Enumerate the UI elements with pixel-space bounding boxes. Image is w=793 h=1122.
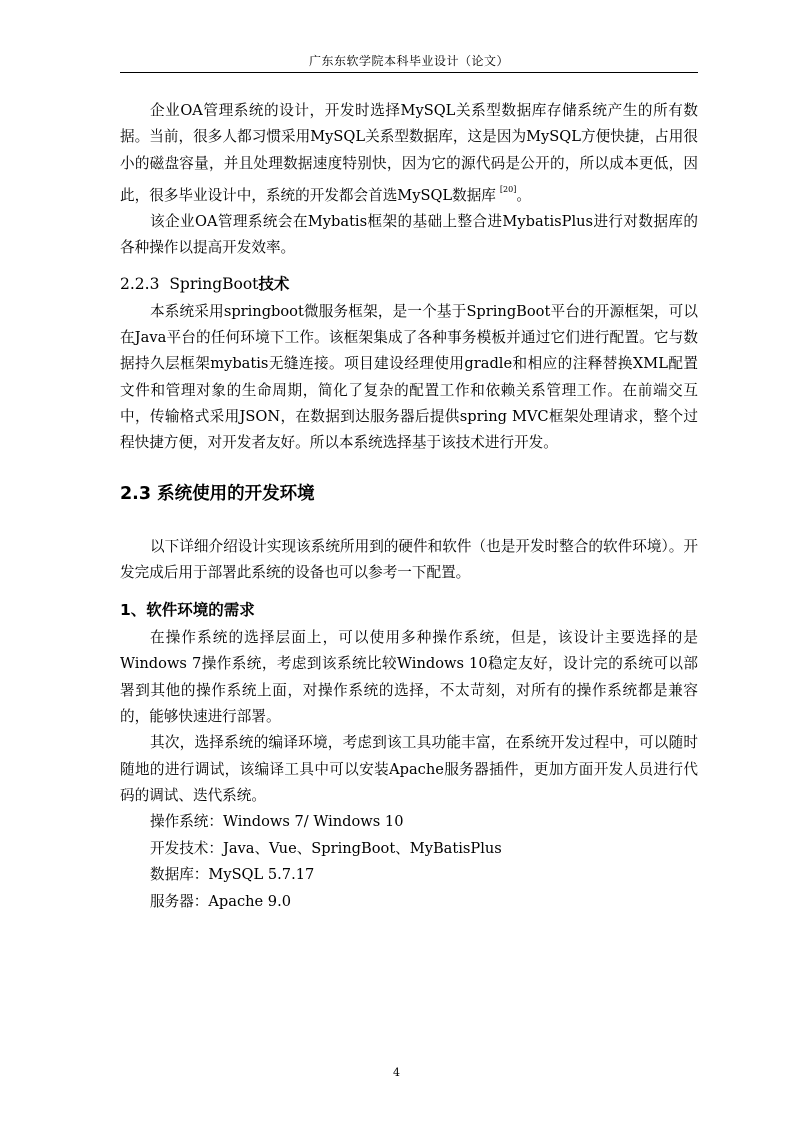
section-heading-springboot: [120, 271, 698, 297]
spec-database: 数据库：MySQL 5.7.17: [150, 866, 315, 884]
page-body: [120, 98, 698, 915]
header-rule: [120, 72, 698, 73]
paragraph-springboot: 本系统采用springboot微服务框架，是一个基于SpringBoot平台的开源框架，可以在Java平台的任何环境下工作。该框架集成了各种事务模板并通过它们进行配置。它与数据持久层框架mybatis无缝连接。项目建设经理使用gradle和相应的注释替换XML配置文件和管理对象的生命周期，简化了复杂的配置工作和依赖关系管理工作。在前端交互中，传输格式采用JSON，在数据到达服务器后提供spring MVC框架处理请求，整个过程快捷方便，对开发者友好。所以本系统选择基于该技术进行开发。: [120, 302, 698, 452]
paragraph-compiler-env: 其次，选择系统的编译环境，考虑到该工具功能丰富，在系统开发过程中，可以随时随地的进行调试，该编译工具中可以安装Apache服务器插件，更加方面开发人员进行代码的调试、迭代系统。: [120, 734, 698, 804]
section-title-latin: SpringBoot: [169, 274, 259, 293]
spec-tech: 开发技术：Java、Vue、SpringBoot、MyBatisPlus: [150, 839, 502, 857]
paragraph-os-choice: 在操作系统的选择层面上，可以使用多种操作系统，但是，该设计主要选择的是Windows 7操作系统，考虑到该系统比较Windows 10稳定友好，设计完的系统可以部署到其他的操作系统上面，对操作系统的选择，不太苛刻，对所有的操作系统都是兼容的，能够快速进行部署。: [120, 629, 698, 726]
section-number: 2.2.3: [120, 274, 160, 293]
paragraph-mysql: [120, 98, 698, 209]
section-title-cjk: 技术: [258, 274, 290, 293]
page-number: 4: [393, 1066, 400, 1079]
paragraph-mysql-text: 企业OA管理系统的设计，开发时选择MySQL关系型数据库存储系统产生的所有数据。当前，很多人都习惯采用MySQL关系型数据库，这是因为MySQL方便快捷，占用很小的磁盘容量，并且处理数据速度特别快，因为它的源代码是公开的，所以成本更低，因此，很多毕业设计中，系统的开发都会首选MySQL数据库: [120, 102, 698, 204]
spec-os: 操作系统：Windows 7/ Windows 10: [150, 813, 404, 831]
paragraph-mysql-end: 。: [516, 186, 531, 204]
subheading-software-requirements: 1、软件环境的需求: [120, 601, 255, 620]
section-heading-dev-environment: 2.3 系统使用的开发环境: [120, 483, 315, 504]
paragraph-mybatis: 该企业OA管理系统会在Mybatis框架的基础上整合进MybatisPlus进行对数据库的各种操作以提高开发效率。: [120, 213, 698, 257]
running-header: 广东东软学院本科毕业设计（论文）: [308, 54, 509, 68]
citation-ref: [20]: [499, 184, 517, 194]
paragraph-environment-intro: 以下详细介绍设计实现该系统所用到的硬件和软件（也是开发时整合的软件环境）。开发完成后用于部署此系统的设备也可以参考一下配置。: [120, 537, 698, 581]
spec-server: 服务器：Apache 9.0: [150, 892, 292, 910]
